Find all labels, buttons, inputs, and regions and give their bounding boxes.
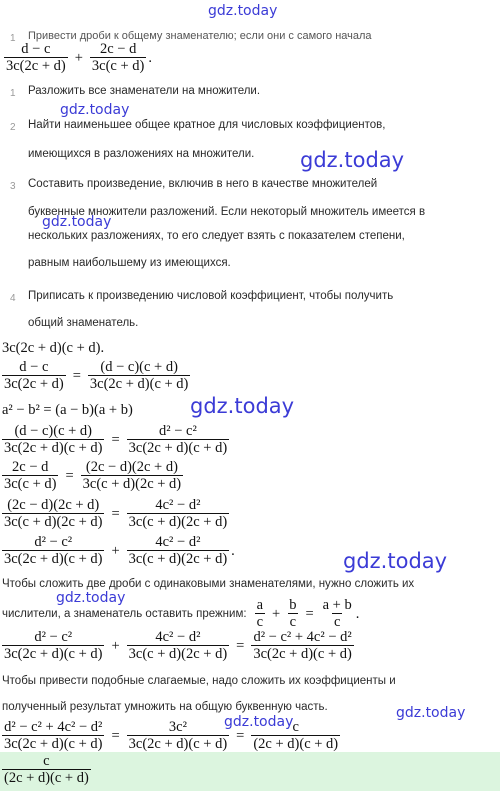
step-number: 2: [10, 122, 16, 133]
step-text: равным наибольшему из имеющихся.: [28, 257, 231, 269]
step-text: Составить произведение, включив в него в качестве множителей: [28, 178, 378, 190]
header-expression: $\frac{d - c}{3c(2c + d)}$ + $\frac{2c - d}{3c(c + d)}$ .: [6, 41, 152, 74]
common-denominator: 3c(2c + d)(c + d).: [2, 340, 105, 356]
step-text: имеющихся в разложениях на множители.: [28, 148, 255, 160]
equation-3: $\frac{2c - d}{3c(c + d)}$ = $\frac{(2c - d)(2c + d)}{3c(c + d)(2c + d)}$: [4, 459, 182, 492]
equation-7: $\frac{\text{d² − c² + 4c² − d²}}{3c(2c + d)(c + d)}$ = $\frac{\text{3c²}}{3c(2c + d)(c + d)}$ = $\frac{c}{(2c + d)(c + d)}$: [4, 719, 339, 752]
watermark: gdz.today: [396, 705, 466, 721]
watermark: gdz.today: [224, 714, 294, 730]
rule-text: Чтобы сложить две дроби с одинаковыми знаменателями, нужно сложить их: [2, 578, 415, 590]
final-answer: $\frac{c}{(2c + d)(c + d)}$: [4, 753, 89, 786]
similar-terms-text: полученный результат умножить на общую буквенную часть.: [2, 701, 328, 713]
identity-formula: a² − b² = (a − b)(a + b): [2, 402, 133, 418]
intro-text: Привести дроби к общему знаменателю; если они с самого начала: [28, 30, 372, 42]
equation-5: $\frac{\text{d² − c²}}{3c(2c + d)(c + d)}$ + $\frac{\text{4c² − d²}}{3c(c + d)(2c + d)}$ .: [4, 534, 235, 567]
watermark: gdz.today: [343, 549, 448, 573]
step-text: Разложить все знаменатели на множители.: [28, 85, 261, 97]
similar-terms-text: Чтобы привести подобные слагаемые, надо сложить их коэффициенты и: [2, 675, 396, 687]
step-text: общий знаменатель.: [28, 317, 139, 329]
step-number: 4: [10, 293, 16, 304]
step-text: Приписать к произведению числовой коэффициент, чтобы получить: [28, 290, 394, 302]
equation-6: $\frac{\text{d² − c²}}{3c(2c + d)(c + d)}$ + $\frac{\text{4c² − d²}}{3c(c + d)(2c + d)}$ = $\frac{\text{d² − c² + 4c² − d²}}{3c(2c + d)(c + d)}$: [4, 629, 352, 662]
watermark: gdz.today: [208, 3, 278, 19]
watermark: gdz.today: [56, 590, 126, 606]
step-text: буквенные множители разложений. Если некоторый множитель имеется в: [28, 206, 426, 218]
step-number: 1: [10, 88, 16, 99]
equation-2: $\frac{(d - c)(c + d)}{3c(2c + d)(c + d)}$ = $\frac{\text{d² − c²}}{3c(2c + d)(c + d)}$: [4, 423, 228, 456]
watermark: gdz.today: [42, 214, 112, 230]
watermark: gdz.today: [300, 148, 405, 172]
watermark: gdz.today: [60, 102, 130, 118]
step-number: 3: [10, 181, 16, 192]
watermark: gdz.today: [190, 394, 295, 418]
step-number: 1: [10, 33, 16, 44]
step-text: Найти наименьшее общее кратное для числовых коэффициентов,: [28, 119, 386, 131]
rule-line: числители, а знаменатель оставить прежним: $\frac{a}{c}$ + $\frac{b}{c}$ = $\frac{a + b}{c}$ .: [2, 597, 360, 630]
equation-1: $\frac{d - c}{3c(2c + d)}$ = $\frac{(d - c)(c + d)}{3c(2c + d)(c + d)}$: [4, 359, 189, 392]
equation-4: $\frac{(2c - d)(2c + d)}{3c(c + d)(2c + d)}$ = $\frac{\text{4c² − d²}}{3c(c + d)(2c + d)}$: [4, 497, 228, 530]
step-text: нескольких разложениях, то его следует взять с показателем степени,: [28, 230, 405, 242]
